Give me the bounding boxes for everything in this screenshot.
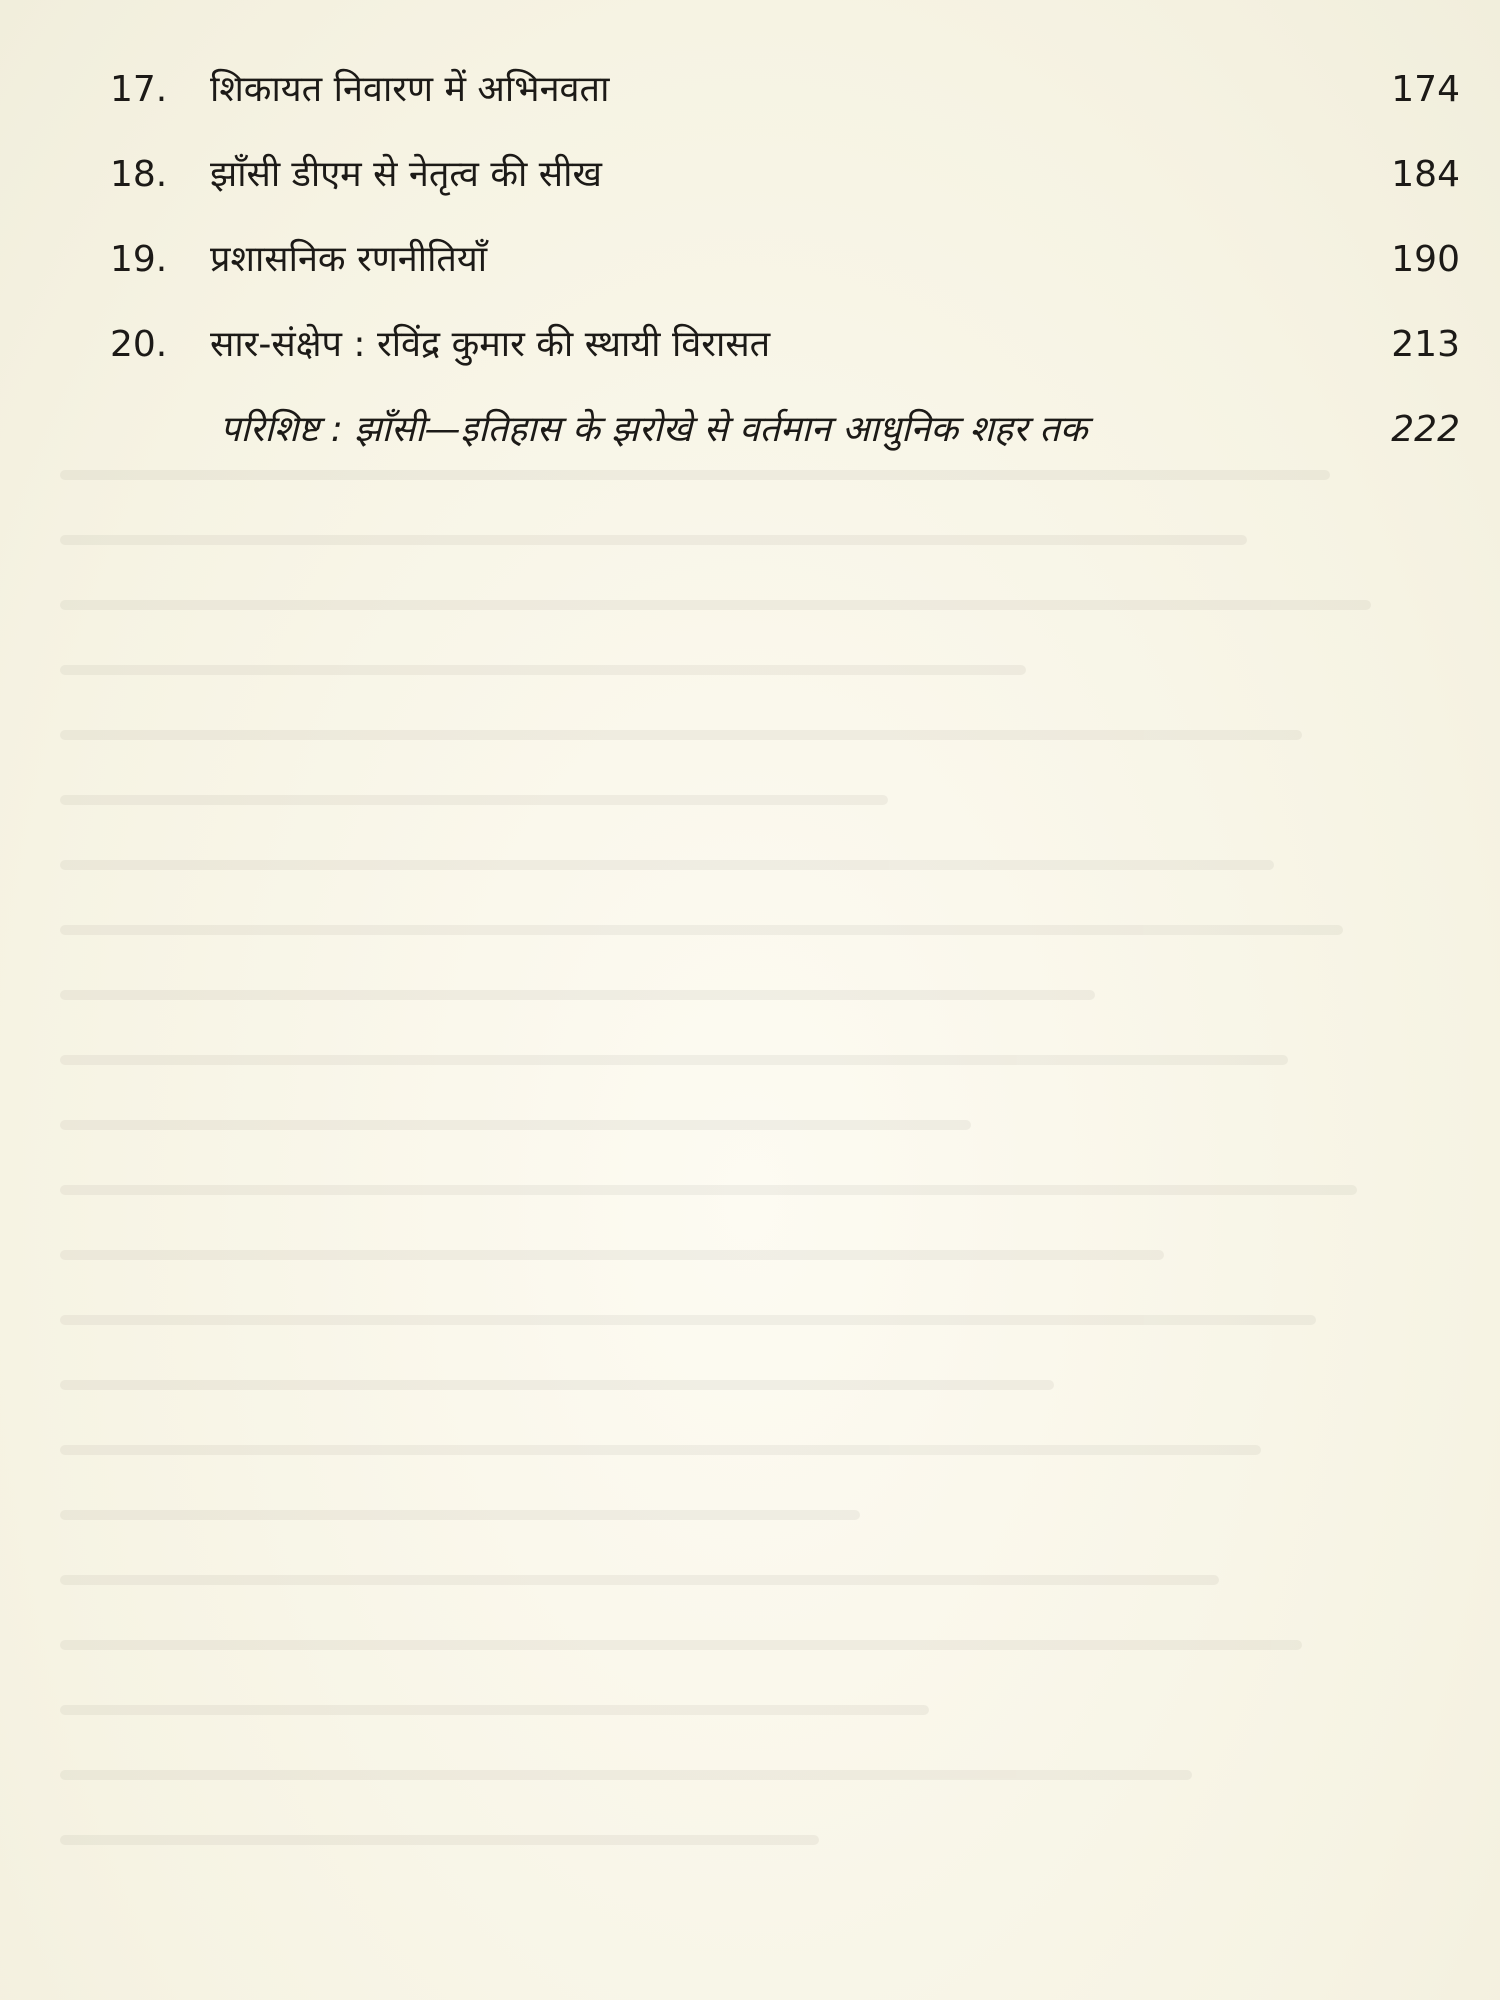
toc-entry-17	[110, 58, 1460, 143]
toc-appendix-page: 222	[1391, 409, 1460, 450]
show-through-background	[60, 470, 1440, 1970]
toc-entry-page: 190	[1391, 239, 1460, 280]
toc-entry-title: प्रशासनिक रणनीतियाँ	[210, 239, 488, 280]
toc-appendix-entry	[110, 398, 1460, 483]
toc-entry-page: 184	[1391, 154, 1460, 195]
toc-entry-20	[110, 313, 1460, 398]
toc-entry-number: 17.	[110, 69, 168, 110]
toc-entry-title: शिकायत निवारण में अभिनवता	[210, 69, 610, 110]
toc-entry-title: सार-संक्षेप : रविंद्र कुमार की स्थायी विरासत	[210, 324, 771, 365]
table-of-contents	[110, 58, 1460, 483]
toc-appendix-title: परिशिष्ट : झाँसी—इतिहास के झरोखे से वर्तमान आधुनिक शहर तक	[220, 409, 1088, 450]
toc-entry-number: 19.	[110, 239, 168, 280]
toc-entry-19	[110, 228, 1460, 313]
toc-entry-page: 174	[1391, 69, 1460, 110]
toc-entry-number: 18.	[110, 154, 168, 195]
toc-entry-title: झाँसी डीएम से नेतृत्व की सीख	[210, 154, 602, 195]
toc-entry-number: 20.	[110, 324, 168, 365]
toc-entry-page: 213	[1391, 324, 1460, 365]
toc-entry-18	[110, 143, 1460, 228]
